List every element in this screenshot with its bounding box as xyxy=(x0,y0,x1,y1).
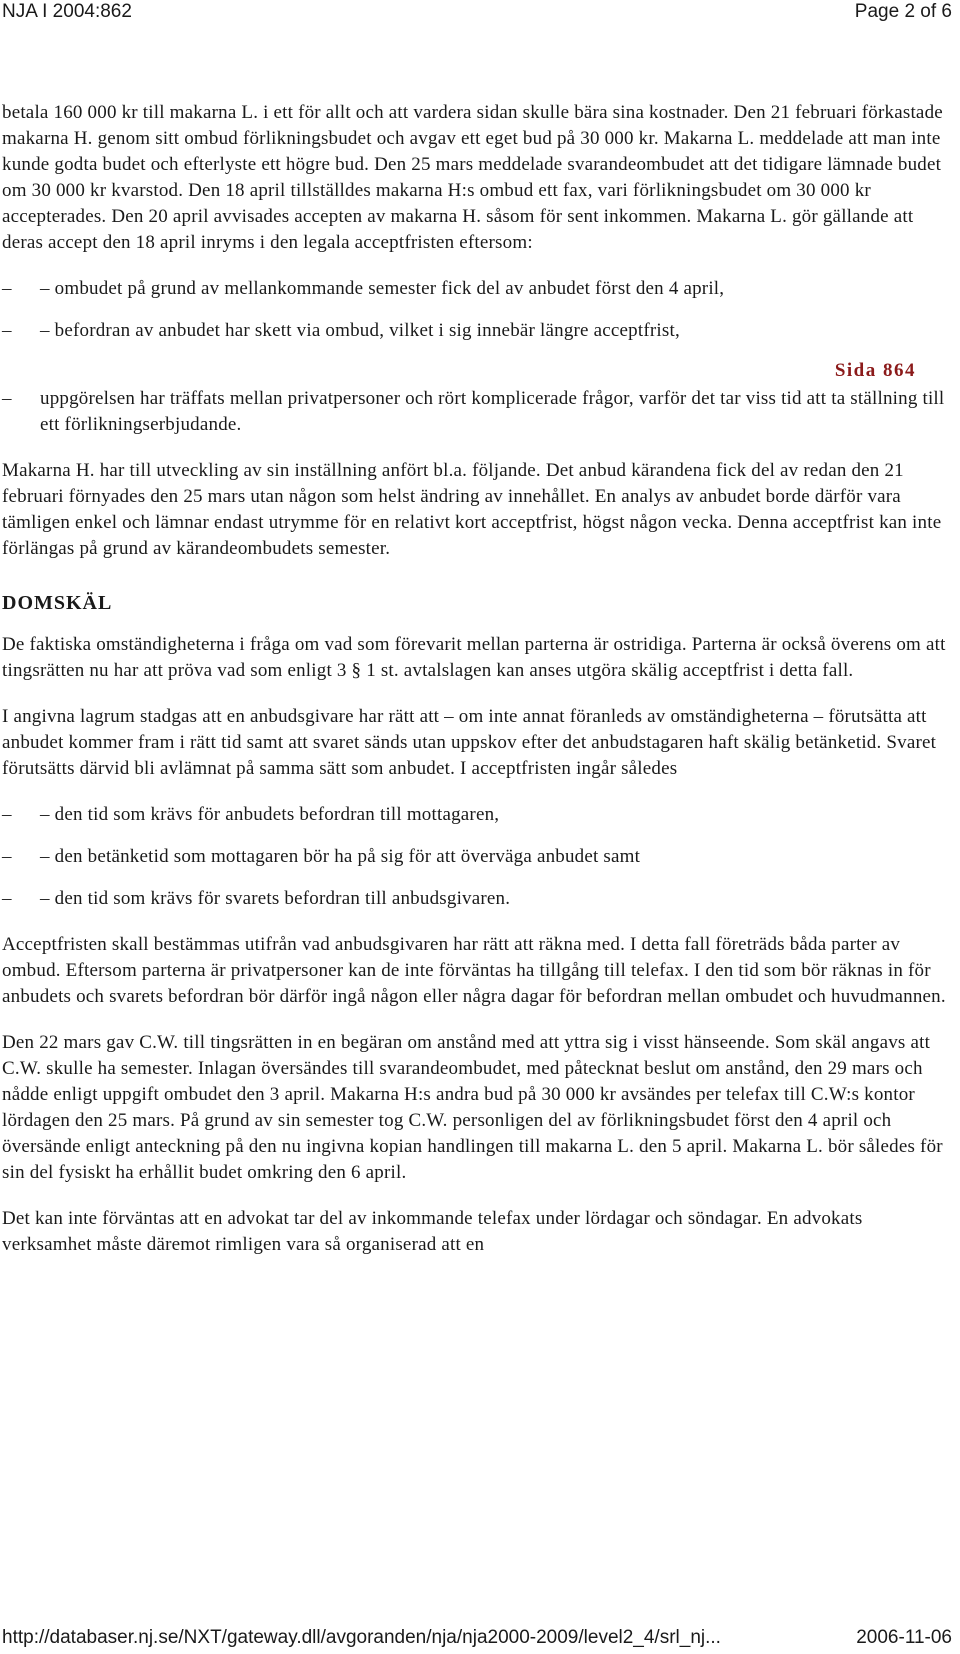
list-item xyxy=(2,802,952,828)
list-item-text: – den tid som krävs för svarets befordran till anbudsgivaren. xyxy=(40,888,511,909)
list-item-text: – den betänketid som mottagaren bör ha på sig för att överväga anbudet samt xyxy=(40,846,641,867)
paragraph: De faktiska omständigheterna i fråga om vad som förevarit mellan parterna är ostridiga. Parterna är också överens om att tingsrätten nu har att pröva vad som enligt 3 § 1 st. avtalslagen kan anses utgöra skälig acceptfrist i detta fall. xyxy=(2,634,946,681)
list-item xyxy=(2,386,952,438)
dash-marker: – xyxy=(2,804,12,825)
document-reference: NJA I 2004:862 xyxy=(2,1,132,22)
paragraph: Det kan inte förväntas att en advokat tar del av inkommande telefax under lördagar och söndagar. En advokats verksamhet måste däremot rimligen vara så organiserad att en xyxy=(2,1208,863,1255)
print-date: 2006-11-06 xyxy=(856,1627,952,1648)
paragraph: betala 160 000 kr till makarna L. i ett för allt och att vardera sidan skulle bära sina kostnader. Den 21 februari förkastade makarna H. genom sitt ombud förlikningsbudet och avgav ett eget bud på 30 000 kr. Makarna L. meddelade att man inte kunde godta budet och efterlyste ett högre bud. Den 25 mars meddelade svarandeombudet att det tidigare lämnade budet om 30 000 kr kvarstod. Den 18 april tillställdes makarna H:s ombud ett fax, vari förlikningsbudet om 30 000 kr accepterades. Den 20 april avvisades accepten av makarna H. såsom för sent inkommen. Makarna L. gör gällande att deras accept den 18 april inryms i den legala acceptfristen eftersom: xyxy=(2,102,943,253)
paragraph: Acceptfristen skall bestämmas utifrån vad anbudsgivaren har rätt att räkna med. I detta fall företräds båda parter av ombud. Eftersom parterna är privatpersoner kan de inte förväntas ha tillgång till telefax. I den tid som bör räknas in för anbudets och svarets befordran bör därför ingå någon eller några dagar för befordran mellan ombudet och huvudmannen. xyxy=(2,934,946,1007)
dash-marker: – xyxy=(2,278,12,299)
list-item xyxy=(2,886,952,912)
page-footer xyxy=(0,1626,960,1652)
list-item-text: uppgörelsen har träffats mellan privatpersoner och rört komplicerade frågor, varför det tar viss tid att ta ställning till ett förlikningserbjudande. xyxy=(40,388,945,435)
page-reference-marker: Sida 864 xyxy=(834,360,916,381)
document-body xyxy=(2,100,952,1278)
list-item xyxy=(2,276,952,302)
list-item xyxy=(2,318,952,344)
dash-marker: – xyxy=(2,888,12,909)
dash-marker: – xyxy=(2,846,12,867)
dash-marker: – xyxy=(2,388,12,409)
source-url: http://databaser.nj.se/NXT/gateway.dll/avgoranden/nja/nja2000-2009/level2_4/srl_nj... xyxy=(2,1627,721,1648)
section-heading: DOMSKÄL xyxy=(2,592,113,614)
page-header xyxy=(0,0,960,26)
paragraph: I angivna lagrum stadgas att en anbudsgivare har rätt att – om inte annat föranleds av omständigheterna – förutsätta att anbudet kommer fram i rätt tid samt att svaret sänds utan uppskov efter det anbudstagaren haft skälig betänketid. Svaret förutsätts därvid bli avlämnat på samma sätt som anbudet. I acceptfristen ingår således xyxy=(2,706,937,779)
list-item xyxy=(2,844,952,870)
paragraph: Den 22 mars gav C.W. till tingsrätten in en begäran om anstånd med att yttra sig i visst hänseende. Som skäl angavs att C.W. skulle ha semester. Inlagan översändes till svarandeombudet, med påtecknat beslut om anstånd, den 29 mars och nådde enligt uppgift ombudet den 3 april. Makarna H:s andra bud på 30 000 kr avsändes per telefax till C.W:s kontor lördagen den 25 mars. På grund av sin semester tog C.W. personligen del av förlikningsbudet först den 4 april och översände enligt anteckning på den nu ingivna kopian handlingen till makarna L. den 5 april. Makarna L. bör således för sin del fysiskt ha erhållit budet omkring den 6 april. xyxy=(2,1032,943,1183)
list-item-text: – den tid som krävs för anbudets befordran till mottagaren, xyxy=(40,804,500,825)
page-number: Page 2 of 6 xyxy=(854,1,952,22)
dash-marker: – xyxy=(2,320,12,341)
list-item-text: – ombudet på grund av mellankommande semester fick del av anbudet först den 4 april, xyxy=(40,278,725,299)
paragraph: Makarna H. har till utveckling av sin inställning anfört bl.a. följande. Det anbud kärandena fick del av redan den 21 februari förnyades den 25 mars utan någon som helst ändring av innehållet. En analys av anbudet borde därför vara tämligen enkel och lämnar endast utrymme för en relativt kort acceptfrist, högst någon vecka. Denna acceptfrist kan inte förlängas på grund av kärandeombudets semester. xyxy=(2,460,942,559)
list-item-text: – befordran av anbudet har skett via ombud, vilket i sig innebär längre acceptfrist, xyxy=(40,320,680,341)
